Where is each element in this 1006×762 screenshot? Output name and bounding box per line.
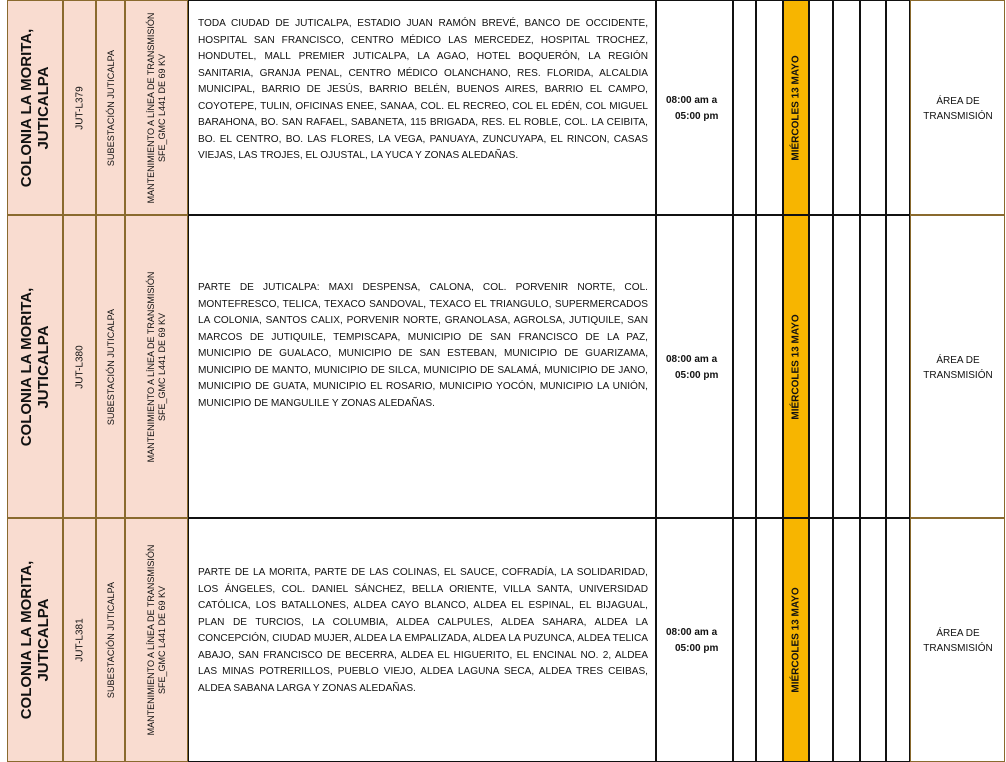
empty-day-cell xyxy=(860,215,886,518)
empty-day-cell xyxy=(809,518,833,762)
date-label: MIÉRCOLES 13 MAYO xyxy=(790,587,802,693)
work-cell xyxy=(125,0,188,215)
circuit-code: JUT-L381 xyxy=(74,618,85,662)
affected-areas-text: PARTE DE LA MORITA, PARTE DE LAS COLINAS, EL SAUCE, COFRADÍA, LA SOLIDARIDAD, LOS ÁNGELES, COL. DANIEL SÁNCHEZ, BELLA ORIENTE, VILLA SANTA, UNIVERSIDAD CATÓLICA, LOS BATALLONES, ALDEA CAYO BLANCO, ALDEA EL ESPINAL, EL BIJAGUAL, PLAN DE TURCIOS, LA COLUMBIA, ALDEA CALPULES, ALDEA SAHARA, ALDEA LA CONCEPCIÓN, CIUDAD MUJER, ALDEA LA EMPALIZADA, ALDEA LA PUZUNCA, ALDEA TELICA ABAJO, SAN FRANCISCO DE BECERRA, ALDEA EL HIGUERITO, EL ENCINAL NO. 2, ALDEA LAS MINAS POTRERILLOS, PUEBLO VIEJO, ALDEA LAGUNA SECA, ALDEA TRES CEIBAS, ALDEA SABANA LARGA Y ZONAS ALEDAÑAS. xyxy=(198,567,648,694)
substation-label: SUBESTACIÓN JUTICALPA xyxy=(105,308,116,425)
work-description: MANTENIMIENTO A LÍNEA DE TRANSMISIÓN SFE_GMC L441 DE 69 KV xyxy=(145,271,167,462)
date-label: MIÉRCOLES 13 MAYO xyxy=(790,54,802,161)
location-cell xyxy=(7,215,63,518)
date-cell xyxy=(783,215,809,518)
empty-day-cell xyxy=(809,0,833,215)
time-start: 08:00 am a xyxy=(666,627,718,638)
time-range xyxy=(666,352,718,384)
work-description: MANTENIMIENTO A LÍNEA DE TRANSMISIÓN SFE_GMC L441 DE 69 KV xyxy=(145,12,167,203)
empty-day-cell xyxy=(886,518,910,762)
responsible-area: ÁREA DE TRANSMISIÓN xyxy=(923,95,993,122)
time-cell xyxy=(656,0,733,215)
empty-day-cell xyxy=(756,0,783,215)
responsible-cell xyxy=(910,0,1005,215)
substation-label: SUBESTACIÓN JUTICALPA xyxy=(105,49,116,166)
location-cell xyxy=(7,518,63,762)
code-cell xyxy=(63,518,96,762)
empty-day-cell xyxy=(886,0,910,215)
empty-day-cell xyxy=(756,518,783,762)
affected-areas-cell xyxy=(188,518,656,762)
substation-cell xyxy=(96,518,125,762)
location-label: COLONIA LA MORITA, JUTICALPA xyxy=(18,560,52,720)
empty-day-cell xyxy=(809,215,833,518)
empty-day-cell xyxy=(733,518,756,762)
time-start: 08:00 am a xyxy=(666,353,718,365)
empty-day-cell xyxy=(860,518,886,762)
substation-cell xyxy=(96,215,125,518)
time-end: 05:00 pm xyxy=(675,110,719,122)
time-end: 05:00 pm xyxy=(675,369,719,381)
code-cell xyxy=(63,0,96,215)
location-label: COLONIA LA MORITA, JUTICALPA xyxy=(18,28,52,187)
work-cell xyxy=(125,215,188,518)
responsible-cell xyxy=(910,518,1005,762)
affected-areas-cell xyxy=(188,215,656,518)
substation-label: SUBESTACIÓN JUTICALPA xyxy=(105,581,116,699)
work-cell xyxy=(125,518,188,762)
affected-areas-cell xyxy=(188,0,656,215)
empty-day-cell xyxy=(733,215,756,518)
responsible-area: ÁREA DE TRANSMISIÓN xyxy=(923,354,993,381)
time-cell xyxy=(656,518,733,762)
empty-day-cell xyxy=(886,215,910,518)
work-description: MANTENIMIENTO A LÍNEA DE TRANSMISIÓN SFE_GMC L441 DE 69 KV xyxy=(145,544,167,736)
location-label: COLONIA LA MORITA, JUTICALPA xyxy=(18,287,52,446)
responsible-cell xyxy=(910,215,1005,518)
time-cell xyxy=(656,215,733,518)
time-end: 05:00 pm xyxy=(675,643,719,654)
time-range xyxy=(666,93,718,125)
circuit-code: JUT-L379 xyxy=(74,85,85,130)
location-cell xyxy=(7,0,63,215)
empty-day-cell xyxy=(833,0,860,215)
circuit-code: JUT-L380 xyxy=(74,344,85,389)
empty-day-cell xyxy=(833,518,860,762)
empty-day-cell xyxy=(860,0,886,215)
responsible-area: ÁREA DE TRANSMISIÓN xyxy=(923,628,993,654)
empty-day-cell xyxy=(756,215,783,518)
substation-cell xyxy=(96,0,125,215)
date-label: MIÉRCOLES 13 MAYO xyxy=(790,313,802,420)
empty-day-cell xyxy=(833,215,860,518)
time-start: 08:00 am a xyxy=(666,94,718,106)
code-cell xyxy=(63,215,96,518)
date-cell xyxy=(783,518,809,762)
affected-areas-text: TODA CIUDAD DE JUTICALPA, ESTADIO JUAN RAMÓN BREVÉ, BANCO DE OCCIDENTE, HOSPITAL SAN FRANCISCO, CENTRO MÉDICO LAS MERCEDEZ, HOSPITAL TROCHEZ, HONDUTEL, MALL PREMIER JUTICALPA, LA AGAO, HOTEL BOQUERÓN, LA REGIÓN SANITARIA, GRANJA PENAL, CENTRO MÉDICO OLANCHANO, RES. FLORIDA, ALCALDIA MUNICIPAL, BARRIO DE JESÚS, BARRIO BELÉN, BUENOS AIRES, BARRIO EL CAMPO, COYOTEPE, TULIN, OFICINAS ENEE, SANAA, COL. EL RECREO, COL EL EDÉN, COL MIGUEL BARAHONA, BO. SAN RAFAEL, SABANETA, 115 BRIGADA, RES. EL ROBLE, COL. LA CEIBITA, BO. EL CENTRO, BO. LAS FLORES, LA VEGA, PANUAYA, ZUNCUYAPA, EL RINCON, CASAS VIEJAS, LAS TROJES, EL OJUSTAL, LA YUCA Y ZONAS ALEDAÑAS. xyxy=(198,18,648,161)
affected-areas-text: PARTE DE JUTICALPA: MAXI DESPENSA, CALONA, COL. PORVENIR NORTE, COL. MONTEFRESCO, TELICA, TEXACO SANDOVAL, TEXACO EL TRIANGULO, SUPERMERCADOS LA COLONIA, SANTOS CALIX, PORVENIR NORTE, GRANOLASA, AGROLSA, JUTIQUILE, SAN MARCOS DE JUTIQUILE, TEMPISCAPA, MUNICIPIO DE SAN FRANCISCO DE LA PAZ, MUNICIPIO DE GUALACO, MUNICIPIO DE SAN ESTEBAN, MUNICIPIO DE GUARIZAMA, MUNICIPIO DE MANTO, MUNICIPIO DE SILCA, MUNICIPIO DE SALAMÁ, MUNICIPIO DE JANO, MUNICIPIO DE GUATA, MUNICIPIO EL ROSARIO, MUNICIPIO YOCÓN, MUNICIPIO LA UNIÓN, MUNICIPIO DE MANGULILE Y ZONAS ALEDAÑAS. xyxy=(198,282,648,409)
empty-day-cell xyxy=(733,0,756,215)
date-cell xyxy=(783,0,809,215)
time-range xyxy=(666,625,718,657)
